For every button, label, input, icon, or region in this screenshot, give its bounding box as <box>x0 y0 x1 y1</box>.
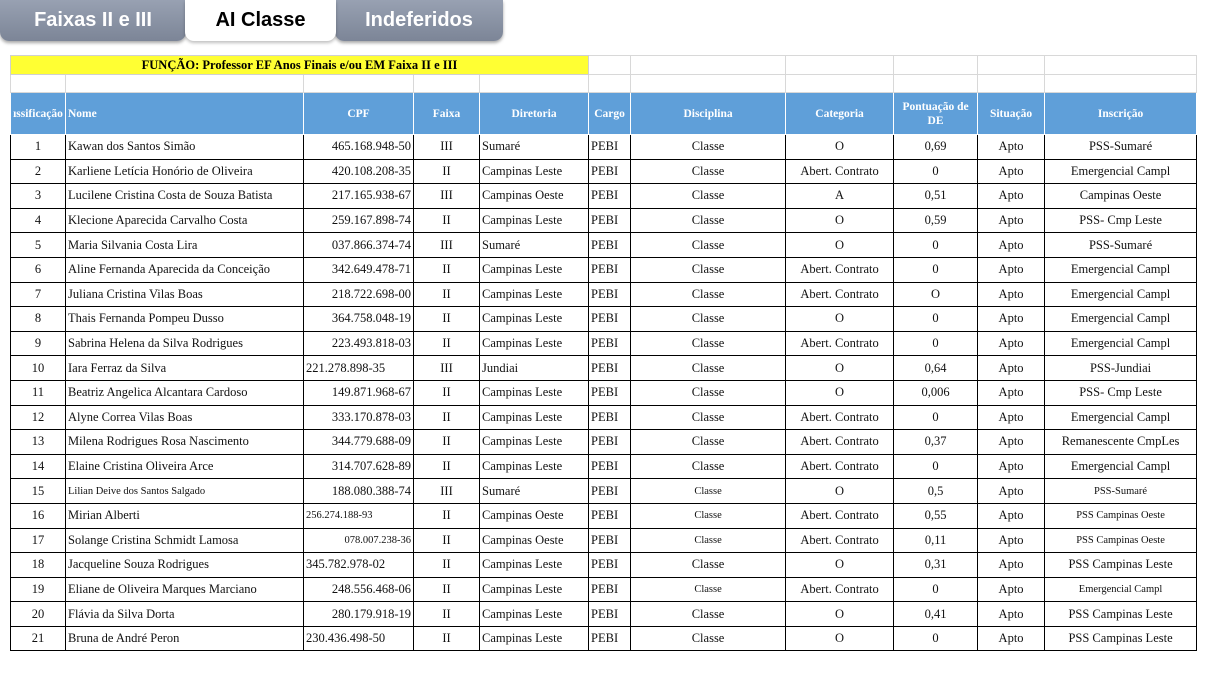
categoria-cell[interactable]: Abert. Contrato <box>786 528 894 553</box>
disciplina-cell[interactable]: Classe <box>631 233 786 258</box>
inscricao-cell[interactable]: PSS- Cmp Leste <box>1045 208 1197 233</box>
inscricao-cell[interactable]: Remanescente CmpLes <box>1045 430 1197 455</box>
situacao-cell[interactable]: Apto <box>978 553 1045 578</box>
header-faixa[interactable]: Faixa <box>414 93 480 135</box>
pontuacao-cell[interactable]: 0 <box>894 159 978 184</box>
disciplina-cell[interactable]: Classe <box>631 626 786 651</box>
diretoria-cell[interactable]: Campinas Leste <box>480 257 589 282</box>
diretoria-cell[interactable]: Campinas Leste <box>480 380 589 405</box>
diretoria-cell[interactable]: Campinas Leste <box>480 430 589 455</box>
sheet-tabs <box>0 0 1206 42</box>
inscricao-cell[interactable]: PSS-Jundiai <box>1045 356 1197 381</box>
faixa-cell[interactable]: II <box>414 503 480 528</box>
disciplina-cell[interactable]: Classe <box>631 307 786 332</box>
categoria-cell[interactable]: Abert. Contrato <box>786 405 894 430</box>
faixa-cell[interactable]: II <box>414 454 480 479</box>
categoria-cell[interactable]: O <box>786 233 894 258</box>
table-row[interactable] <box>11 553 1197 578</box>
disciplina-cell[interactable]: Classe <box>631 208 786 233</box>
disciplina-cell[interactable]: Classe <box>631 282 786 307</box>
inscricao-cell[interactable]: Emergencial Campl <box>1045 454 1197 479</box>
categoria-cell[interactable]: O <box>786 479 894 504</box>
header-cpf[interactable]: CPF <box>304 93 414 135</box>
name-cell[interactable]: Iara Ferraz da Silva <box>66 356 304 381</box>
cargo-cell[interactable]: PEBI <box>589 454 631 479</box>
table-row[interactable] <box>11 184 1197 209</box>
classificacao-cell[interactable]: 10 <box>11 356 66 381</box>
cpf-cell[interactable]: 248.556.468-06 <box>304 577 414 602</box>
disciplina-cell[interactable]: Classe <box>631 430 786 455</box>
cargo-cell[interactable]: PEBI <box>589 577 631 602</box>
pontuacao-cell[interactable]: 0 <box>894 233 978 258</box>
cpf-cell[interactable]: 345.782.978-02 <box>304 553 414 578</box>
situacao-cell[interactable]: Apto <box>978 233 1045 258</box>
situacao-cell[interactable]: Apto <box>978 184 1045 209</box>
situacao-cell[interactable]: Apto <box>978 257 1045 282</box>
pontuacao-cell[interactable]: 0,64 <box>894 356 978 381</box>
name-cell[interactable]: Kawan dos Santos Simão <box>66 135 304 160</box>
categoria-cell[interactable]: O <box>786 356 894 381</box>
classificacao-cell[interactable]: 12 <box>11 405 66 430</box>
name-cell[interactable]: Milena Rodrigues Rosa Nascimento <box>66 430 304 455</box>
categoria-cell[interactable]: Abert. Contrato <box>786 503 894 528</box>
classificacao-cell[interactable]: 18 <box>11 553 66 578</box>
faixa-cell[interactable]: II <box>414 430 480 455</box>
categoria-cell[interactable]: O <box>786 626 894 651</box>
header-inscricao[interactable]: Inscrição <box>1045 93 1197 135</box>
cargo-cell[interactable]: PEBI <box>589 135 631 160</box>
faixa-cell[interactable]: II <box>414 380 480 405</box>
faixa-cell[interactable]: II <box>414 208 480 233</box>
disciplina-cell[interactable]: Classe <box>631 553 786 578</box>
categoria-cell[interactable]: O <box>786 208 894 233</box>
tab-indeferidos[interactable]: Indeferidos <box>335 0 503 41</box>
cpf-cell[interactable]: 037.866.374-74 <box>304 233 414 258</box>
pontuacao-cell[interactable]: 0 <box>894 307 978 332</box>
name-cell[interactable]: Klecione Aparecida Carvalho Costa <box>66 208 304 233</box>
classificacao-cell[interactable]: 3 <box>11 184 66 209</box>
pontuacao-cell[interactable]: 0,41 <box>894 602 978 627</box>
categoria-cell[interactable]: Abert. Contrato <box>786 331 894 356</box>
cpf-cell[interactable]: 420.108.208-35 <box>304 159 414 184</box>
name-cell[interactable]: Alyne Correa Vilas Boas <box>66 405 304 430</box>
header-disciplina[interactable]: Disciplina <box>631 93 786 135</box>
name-cell[interactable]: Eliane de Oliveira Marques Marciano <box>66 577 304 602</box>
categoria-cell[interactable]: O <box>786 553 894 578</box>
table-row[interactable] <box>11 282 1197 307</box>
table-row[interactable] <box>11 135 1197 160</box>
inscricao-cell[interactable]: Emergencial Campl <box>1045 159 1197 184</box>
name-cell[interactable]: Lucilene Cristina Costa de Souza Batista <box>66 184 304 209</box>
categoria-cell[interactable]: A <box>786 184 894 209</box>
function-title: FUNÇÃO: Professor EF Anos Finais e/ou EM Faixa II e III <box>11 56 589 75</box>
situacao-cell[interactable]: Apto <box>978 454 1045 479</box>
categoria-cell[interactable]: O <box>786 602 894 627</box>
pontuacao-cell[interactable]: 0,59 <box>894 208 978 233</box>
classificacao-cell[interactable]: 4 <box>11 208 66 233</box>
faixa-cell[interactable]: III <box>414 135 480 160</box>
header-nome[interactable]: Nome <box>66 93 304 135</box>
faixa-cell[interactable]: II <box>414 331 480 356</box>
classificacao-cell[interactable]: 6 <box>11 257 66 282</box>
situacao-cell[interactable]: Apto <box>978 577 1045 602</box>
pontuacao-cell[interactable]: 0,006 <box>894 380 978 405</box>
pontuacao-cell[interactable]: 0 <box>894 331 978 356</box>
diretoria-cell[interactable]: Campinas Oeste <box>480 503 589 528</box>
situacao-cell[interactable]: Apto <box>978 331 1045 356</box>
pontuacao-cell[interactable]: 0 <box>894 257 978 282</box>
situacao-cell[interactable]: Apto <box>978 380 1045 405</box>
header-row <box>11 93 1197 135</box>
name-cell[interactable]: Juliana Cristina Vilas Boas <box>66 282 304 307</box>
categoria-cell[interactable]: Abert. Contrato <box>786 454 894 479</box>
classificacao-cell[interactable]: 13 <box>11 430 66 455</box>
disciplina-cell[interactable]: Classe <box>631 356 786 381</box>
classificacao-cell[interactable]: 7 <box>11 282 66 307</box>
cargo-cell[interactable]: PEBI <box>589 430 631 455</box>
table-row[interactable] <box>11 626 1197 651</box>
diretoria-cell[interactable]: Campinas Leste <box>480 282 589 307</box>
header-cargo[interactable]: Cargo <box>589 93 631 135</box>
cargo-cell[interactable]: PEBI <box>589 503 631 528</box>
pontuacao-cell[interactable]: 0 <box>894 577 978 602</box>
faixa-cell[interactable]: II <box>414 257 480 282</box>
cargo-cell[interactable]: PEBI <box>589 405 631 430</box>
inscricao-cell[interactable]: PSS Campinas Leste <box>1045 602 1197 627</box>
pontuacao-cell[interactable]: 0,11 <box>894 528 978 553</box>
name-cell[interactable]: Lilian Deive dos Santos Salgado <box>66 479 304 504</box>
inscricao-cell[interactable]: Emergencial Campl <box>1045 405 1197 430</box>
inscricao-cell[interactable]: Emergencial Campl <box>1045 282 1197 307</box>
faixa-cell[interactable]: II <box>414 405 480 430</box>
pontuacao-cell[interactable]: 0 <box>894 626 978 651</box>
situacao-cell[interactable]: Apto <box>978 503 1045 528</box>
faixa-cell[interactable]: II <box>414 282 480 307</box>
categoria-cell[interactable]: O <box>786 307 894 332</box>
classificacao-cell[interactable]: 16 <box>11 503 66 528</box>
name-cell[interactable]: Beatriz Angelica Alcantara Cardoso <box>66 380 304 405</box>
diretoria-cell[interactable]: Sumaré <box>480 479 589 504</box>
cargo-cell[interactable]: PEBI <box>589 479 631 504</box>
name-cell[interactable]: Karliene Letícia Honório de Oliveira <box>66 159 304 184</box>
categoria-cell[interactable]: Abert. Contrato <box>786 430 894 455</box>
situacao-cell[interactable]: Apto <box>978 430 1045 455</box>
table-row[interactable] <box>11 307 1197 332</box>
cargo-cell[interactable]: PEBI <box>589 356 631 381</box>
diretoria-cell[interactable]: Campinas Leste <box>480 602 589 627</box>
table-row[interactable] <box>11 503 1197 528</box>
classificacao-cell[interactable]: 19 <box>11 577 66 602</box>
table-row[interactable] <box>11 159 1197 184</box>
cpf-cell[interactable]: 314.707.628-89 <box>304 454 414 479</box>
inscricao-cell[interactable]: PSS-Sumaré <box>1045 479 1197 504</box>
classificacao-cell[interactable]: 5 <box>11 233 66 258</box>
cargo-cell[interactable]: PEBI <box>589 331 631 356</box>
name-cell[interactable]: Sabrina Helena da Silva Rodrigues <box>66 331 304 356</box>
situacao-cell[interactable]: Apto <box>978 135 1045 160</box>
faixa-cell[interactable]: II <box>414 553 480 578</box>
diretoria-cell[interactable]: Campinas Leste <box>480 553 589 578</box>
faixa-cell[interactable]: II <box>414 307 480 332</box>
faixa-cell[interactable]: III <box>414 233 480 258</box>
pontuacao-cell[interactable]: 0,51 <box>894 184 978 209</box>
disciplina-cell[interactable]: Classe <box>631 528 786 553</box>
diretoria-cell[interactable]: Campinas Leste <box>480 626 589 651</box>
name-cell[interactable]: Maria Silvania Costa Lira <box>66 233 304 258</box>
title-row <box>11 56 1197 75</box>
diretoria-cell[interactable]: Sumaré <box>480 233 589 258</box>
inscricao-cell[interactable]: PSS Campinas Leste <box>1045 626 1197 651</box>
table-row[interactable] <box>11 208 1197 233</box>
situacao-cell[interactable]: Apto <box>978 356 1045 381</box>
situacao-cell[interactable]: Apto <box>978 602 1045 627</box>
cargo-cell[interactable]: PEBI <box>589 553 631 578</box>
table-row[interactable] <box>11 528 1197 553</box>
classificacao-cell[interactable]: 21 <box>11 626 66 651</box>
cargo-cell[interactable]: PEBI <box>589 380 631 405</box>
cargo-cell[interactable]: PEBI <box>589 233 631 258</box>
cpf-cell[interactable]: 256.274.188-93 <box>304 503 414 528</box>
cpf-cell[interactable]: 217.165.938-67 <box>304 184 414 209</box>
faixa-cell[interactable]: II <box>414 159 480 184</box>
inscricao-cell[interactable]: Emergencial Campl <box>1045 577 1197 602</box>
diretoria-cell[interactable]: Jundiai <box>480 356 589 381</box>
cargo-cell[interactable]: PEBI <box>589 159 631 184</box>
blank-row <box>11 75 1197 93</box>
inscricao-cell[interactable]: PSS-Sumaré <box>1045 135 1197 160</box>
faixa-cell[interactable]: II <box>414 577 480 602</box>
situacao-cell[interactable]: Apto <box>978 159 1045 184</box>
categoria-cell[interactable]: Abert. Contrato <box>786 282 894 307</box>
pontuacao-cell[interactable]: 0,69 <box>894 135 978 160</box>
diretoria-cell[interactable]: Campinas Leste <box>480 454 589 479</box>
diretoria-cell[interactable]: Campinas Leste <box>480 307 589 332</box>
cpf-cell[interactable]: 078.007.238-36 <box>304 528 414 553</box>
faixa-cell[interactable]: II <box>414 626 480 651</box>
faixa-cell[interactable]: III <box>414 356 480 381</box>
categoria-cell[interactable]: O <box>786 135 894 160</box>
categoria-cell[interactable]: Abert. Contrato <box>786 257 894 282</box>
pontuacao-cell[interactable]: 0,31 <box>894 553 978 578</box>
header-situacao[interactable]: Situação <box>978 93 1045 135</box>
disciplina-cell[interactable]: Classe <box>631 331 786 356</box>
table-row[interactable] <box>11 257 1197 282</box>
cpf-cell[interactable]: 230.436.498-50 <box>304 626 414 651</box>
disciplina-cell[interactable]: Classe <box>631 257 786 282</box>
cpf-cell[interactable]: 149.871.968-67 <box>304 380 414 405</box>
disciplina-cell[interactable]: Classe <box>631 602 786 627</box>
cpf-cell[interactable]: 221.278.898-35 <box>304 356 414 381</box>
pontuacao-cell[interactable]: 0 <box>894 405 978 430</box>
faixa-cell[interactable]: III <box>414 184 480 209</box>
disciplina-cell[interactable]: Classe <box>631 184 786 209</box>
categoria-cell[interactable]: O <box>786 380 894 405</box>
table-row[interactable] <box>11 602 1197 627</box>
cpf-cell[interactable]: 280.179.918-19 <box>304 602 414 627</box>
disciplina-cell[interactable]: Classe <box>631 454 786 479</box>
classificacao-cell[interactable]: 14 <box>11 454 66 479</box>
pontuacao-cell[interactable]: 0,37 <box>894 430 978 455</box>
cargo-cell[interactable]: PEBI <box>589 257 631 282</box>
tab-faixas-ii-e-iii[interactable]: Faixas II e III <box>0 0 186 41</box>
cpf-cell[interactable]: 259.167.898-74 <box>304 208 414 233</box>
faixa-cell[interactable]: III <box>414 479 480 504</box>
classificacao-cell[interactable]: 17 <box>11 528 66 553</box>
cpf-cell[interactable]: 218.722.698-00 <box>304 282 414 307</box>
header-diretoria[interactable]: Diretoria <box>480 93 589 135</box>
disciplina-cell[interactable]: Classe <box>631 135 786 160</box>
name-cell[interactable]: Thais Fernanda Pompeu Dusso <box>66 307 304 332</box>
cpf-cell[interactable]: 342.649.478-71 <box>304 257 414 282</box>
name-cell[interactable]: Bruna de André Peron <box>66 626 304 651</box>
pontuacao-cell[interactable]: 0,5 <box>894 479 978 504</box>
diretoria-cell[interactable]: Campinas Oeste <box>480 184 589 209</box>
inscricao-cell[interactable]: Campinas Oeste <box>1045 184 1197 209</box>
disciplina-cell[interactable]: Classe <box>631 577 786 602</box>
name-cell[interactable]: Elaine Cristina Oliveira Arce <box>66 454 304 479</box>
table-row[interactable] <box>11 577 1197 602</box>
table-row[interactable] <box>11 430 1197 455</box>
cpf-cell[interactable]: 465.168.948-50 <box>304 135 414 160</box>
diretoria-cell[interactable]: Campinas Leste <box>480 159 589 184</box>
classificacao-cell[interactable]: 20 <box>11 602 66 627</box>
inscricao-cell[interactable]: PSS Campinas Leste <box>1045 553 1197 578</box>
disciplina-cell[interactable]: Classe <box>631 503 786 528</box>
cargo-cell[interactable]: PEBI <box>589 626 631 651</box>
faixa-cell[interactable]: II <box>414 528 480 553</box>
table-row[interactable] <box>11 479 1197 504</box>
tab-ai-classe[interactable]: AI Classe <box>185 0 336 41</box>
pontuacao-cell[interactable]: 0 <box>894 454 978 479</box>
diretoria-cell[interactable]: Campinas Leste <box>480 405 589 430</box>
header-categoria[interactable]: Categoria <box>786 93 894 135</box>
cpf-cell[interactable]: 223.493.818-03 <box>304 331 414 356</box>
pontuacao-cell[interactable]: 0,55 <box>894 503 978 528</box>
classificacao-cell[interactable]: 9 <box>11 331 66 356</box>
name-cell[interactable]: Solange Cristina Schmidt Lamosa <box>66 528 304 553</box>
categoria-cell[interactable]: Abert. Contrato <box>786 159 894 184</box>
pontuacao-cell[interactable]: O <box>894 282 978 307</box>
cpf-cell[interactable]: 188.080.388-74 <box>304 479 414 504</box>
table-row[interactable] <box>11 233 1197 258</box>
disciplina-cell[interactable]: Classe <box>631 380 786 405</box>
diretoria-cell[interactable]: Campinas Oeste <box>480 528 589 553</box>
diretoria-cell[interactable]: Sumaré <box>480 135 589 160</box>
table-row[interactable] <box>11 454 1197 479</box>
header-pontuacao[interactable]: Pontuação de DE <box>894 93 978 135</box>
classificacao-cell[interactable]: 11 <box>11 380 66 405</box>
cargo-cell[interactable]: PEBI <box>589 307 631 332</box>
cargo-cell[interactable]: PEBI <box>589 208 631 233</box>
inscricao-cell[interactable]: PSS Campinas Oeste <box>1045 528 1197 553</box>
faixa-cell[interactable]: II <box>414 602 480 627</box>
diretoria-cell[interactable]: Campinas Leste <box>480 331 589 356</box>
situacao-cell[interactable]: Apto <box>978 307 1045 332</box>
diretoria-cell[interactable]: Campinas Leste <box>480 577 589 602</box>
inscricao-cell[interactable]: Emergencial Campl <box>1045 257 1197 282</box>
situacao-cell[interactable]: Apto <box>978 405 1045 430</box>
cpf-cell[interactable]: 333.170.878-03 <box>304 405 414 430</box>
cpf-cell[interactable]: 364.758.048-19 <box>304 307 414 332</box>
classificacao-cell[interactable]: 2 <box>11 159 66 184</box>
header-classificacao[interactable]: ıssificação <box>11 93 66 135</box>
cargo-cell[interactable]: PEBI <box>589 528 631 553</box>
cpf-cell[interactable]: 344.779.688-09 <box>304 430 414 455</box>
classificacao-cell[interactable]: 8 <box>11 307 66 332</box>
diretoria-cell[interactable]: Campinas Leste <box>480 208 589 233</box>
inscricao-cell[interactable]: PSS-Sumaré <box>1045 233 1197 258</box>
name-cell[interactable]: Jacqueline Souza Rodrigues <box>66 553 304 578</box>
classification-table <box>10 55 1197 651</box>
classificacao-cell[interactable]: 1 <box>11 135 66 160</box>
inscricao-cell[interactable]: PSS- Cmp Leste <box>1045 380 1197 405</box>
name-cell[interactable]: Mirian Alberti <box>66 503 304 528</box>
inscricao-cell[interactable]: PSS Campinas Oeste <box>1045 503 1197 528</box>
table-row[interactable] <box>11 405 1197 430</box>
name-cell[interactable]: Flávia da Silva Dorta <box>66 602 304 627</box>
name-cell[interactable]: Aline Fernanda Aparecida da Conceição <box>66 257 304 282</box>
disciplina-cell[interactable]: Classe <box>631 159 786 184</box>
classificacao-cell[interactable]: 15 <box>11 479 66 504</box>
cargo-cell[interactable]: PEBI <box>589 184 631 209</box>
situacao-cell[interactable]: Apto <box>978 626 1045 651</box>
disciplina-cell[interactable]: Classe <box>631 479 786 504</box>
table-row[interactable] <box>11 356 1197 381</box>
situacao-cell[interactable]: Apto <box>978 208 1045 233</box>
table-row[interactable] <box>11 331 1197 356</box>
situacao-cell[interactable]: Apto <box>978 479 1045 504</box>
table-row[interactable] <box>11 380 1197 405</box>
inscricao-cell[interactable]: Emergencial Campl <box>1045 307 1197 332</box>
situacao-cell[interactable]: Apto <box>978 282 1045 307</box>
cargo-cell[interactable]: PEBI <box>589 602 631 627</box>
disciplina-cell[interactable]: Classe <box>631 405 786 430</box>
categoria-cell[interactable]: Abert. Contrato <box>786 577 894 602</box>
cargo-cell[interactable]: PEBI <box>589 282 631 307</box>
inscricao-cell[interactable]: Emergencial Campl <box>1045 331 1197 356</box>
situacao-cell[interactable]: Apto <box>978 528 1045 553</box>
